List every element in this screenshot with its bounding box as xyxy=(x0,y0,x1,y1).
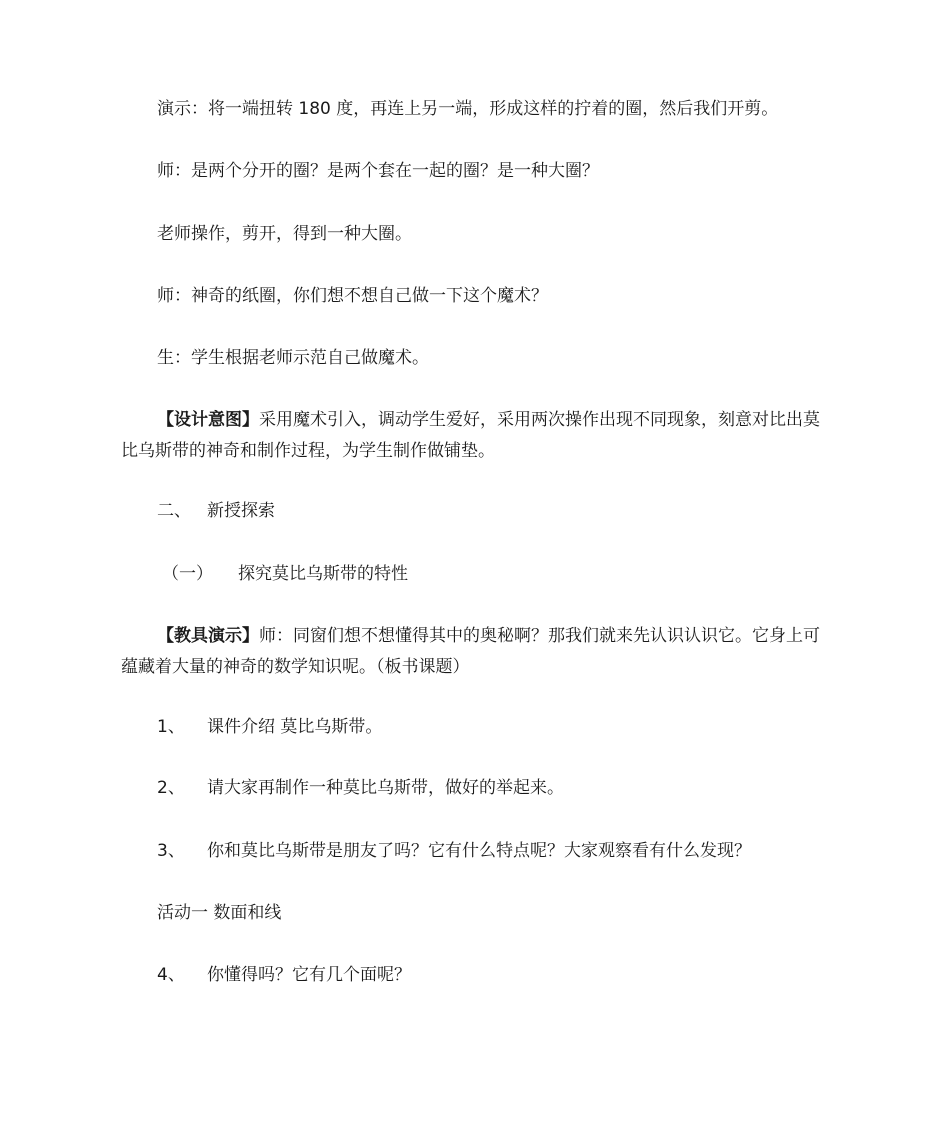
teacher-operation: 老师操作，剪开，得到一种大圈。 xyxy=(157,224,412,244)
section-two-title: 新授探索 xyxy=(207,501,275,521)
subsection-one-number: （一） xyxy=(162,564,213,584)
step-2-number: 2、 xyxy=(157,778,185,798)
step-4 xyxy=(157,963,411,987)
demo-line: 演示：将一端扭转 180 度，再连上另一端，形成这样的拧着的圈，然后我们开剪。 xyxy=(157,99,779,119)
subsection-one-title: 探究莫比乌斯带的特性 xyxy=(238,564,408,584)
step-3-text: 你和莫比乌斯带是朋友了吗？它有什么特点呢？大家观察看有什么发现？ xyxy=(207,841,751,861)
design-intent-text: 采用魔术引入，调动学生爱好，采用两次操作出现不同现象，刻意对比出莫比乌斯带的神奇和制作过程，为学生制作做铺垫。 xyxy=(121,410,820,461)
activity-one-heading: 活动一 数面和线 xyxy=(157,903,282,923)
teaching-demo-label: 【教具演示】 xyxy=(157,626,259,646)
teaching-demo-text: 师：同窗们想不想懂得其中的奥秘啊？那我们就来先认识认识它。它身上可蕴藏着大量的神奇的数学知识呢。（板书课题） xyxy=(121,626,820,677)
design-intent-label: 【设计意图】 xyxy=(157,410,259,430)
section-two-heading xyxy=(157,499,275,523)
teaching-demo-paragraph xyxy=(121,621,833,683)
step-4-text: 你懂得吗？它有几个面呢？ xyxy=(207,965,411,985)
student-line: 生：学生根据老师示范自己做魔术。 xyxy=(157,348,429,368)
section-two-number: 二、 xyxy=(157,501,191,521)
subsection-one-heading xyxy=(162,562,408,586)
step-2 xyxy=(157,776,564,800)
teacher-question-2: 师：神奇的纸圈，你们想不想自己做一下这个魔术？ xyxy=(157,286,548,306)
step-4-number: 4、 xyxy=(157,965,185,985)
step-1 xyxy=(157,715,382,739)
design-intent-paragraph xyxy=(121,405,833,467)
step-1-text: 课件介绍 莫比乌斯带。 xyxy=(207,717,383,737)
teacher-question-1: 师：是两个分开的圈？是两个套在一起的圈？是一种大圈？ xyxy=(157,161,599,181)
step-2-text: 请大家再制作一种莫比乌斯带，做好的举起来。 xyxy=(207,778,564,798)
step-3 xyxy=(157,839,751,863)
step-3-number: 3、 xyxy=(157,841,185,861)
step-1-number: 1、 xyxy=(157,717,185,737)
